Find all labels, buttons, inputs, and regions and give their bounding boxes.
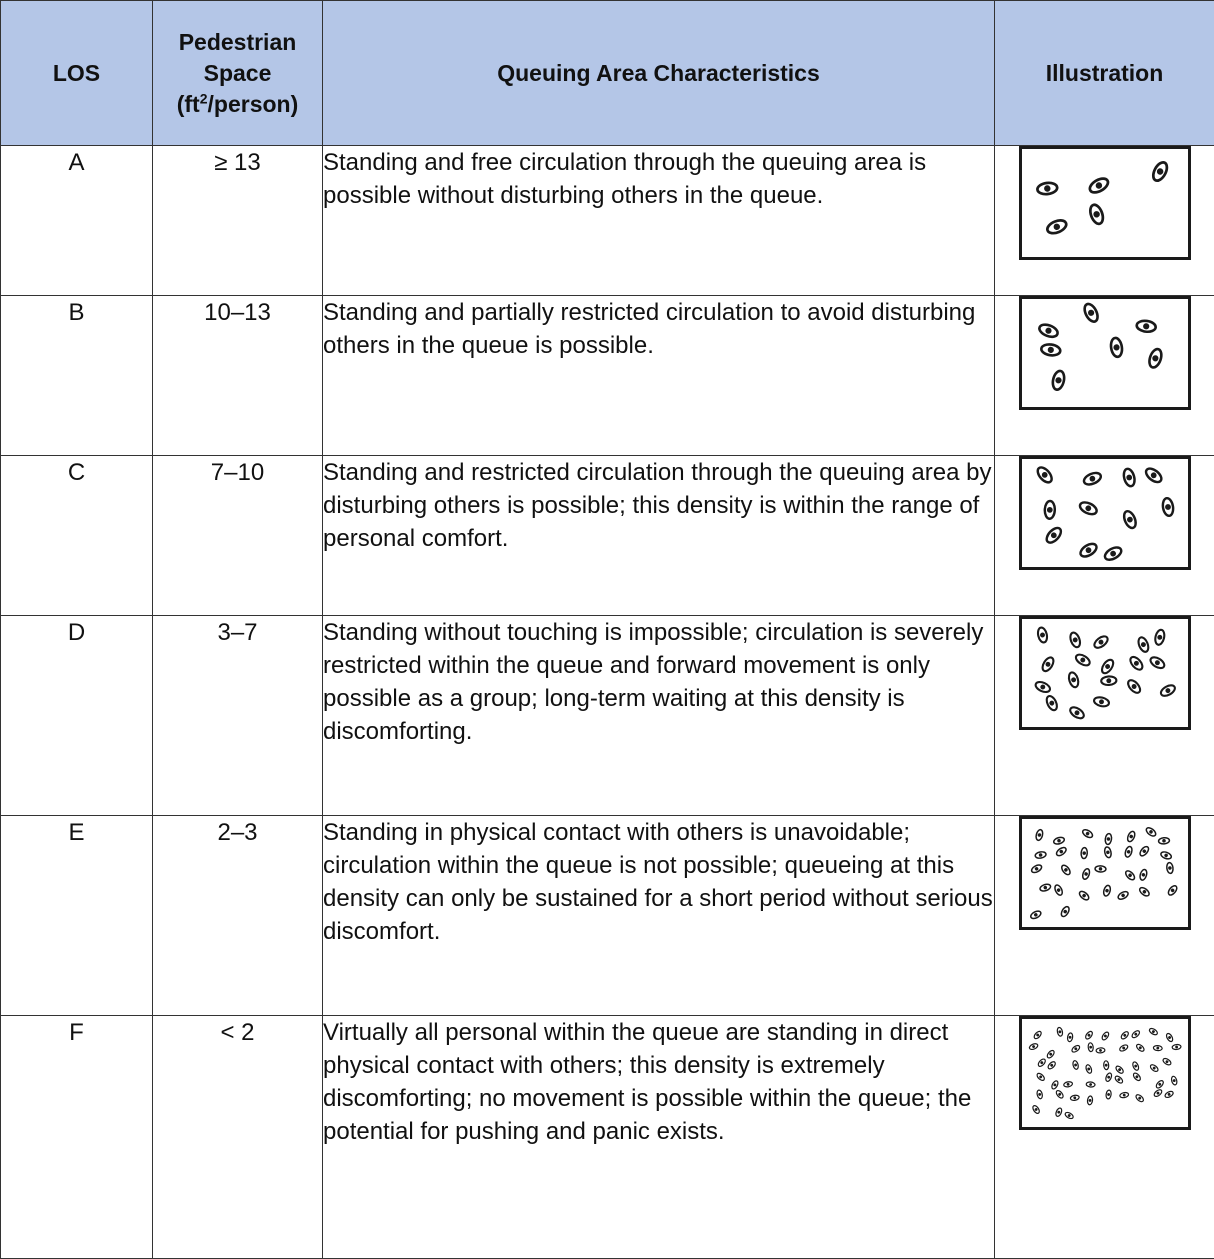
pedestrian-figure (1031, 1104, 1040, 1114)
pedestrian-figure (1153, 629, 1165, 646)
pedestrian-figure (1078, 541, 1098, 559)
pedestrian-figure (1116, 890, 1128, 901)
pedestrian-figure (1126, 830, 1136, 842)
illustration-cell (995, 616, 1214, 816)
pedestrian-figure (1060, 864, 1072, 876)
pedestrian-figure (1165, 1032, 1174, 1042)
pedestrian-figure (1131, 1061, 1139, 1071)
queue-density-svg (1022, 299, 1188, 407)
pedestrian-figure (1143, 466, 1163, 485)
pedestrian-figure (1035, 829, 1044, 841)
pedestrian-figure (1035, 1072, 1045, 1082)
pedestrian-figure (1149, 1063, 1159, 1072)
pedestrian-figure (1045, 1049, 1054, 1059)
pedestrian-figure (1132, 1072, 1142, 1082)
pedestrian-figure (1148, 655, 1165, 670)
pedestrian-figure (1039, 883, 1051, 892)
pedestrian-figure (1119, 1092, 1129, 1099)
pedestrian-figure (1036, 1090, 1043, 1100)
pedestrian-figure (1056, 1027, 1063, 1037)
pedestrian-figure (1081, 868, 1090, 880)
pedestrian-figure (1036, 182, 1057, 195)
pedestrian-figure (1102, 545, 1122, 562)
pedestrian-figure (1105, 1090, 1111, 1099)
queue-density-illustration-icon (1019, 146, 1191, 260)
pedestrian-figure (1055, 846, 1067, 857)
pedestrian-figure (1153, 1088, 1163, 1097)
pedestrian-figure (1118, 1044, 1128, 1053)
pedestrian-figure (1029, 910, 1041, 920)
table-row (1, 456, 1214, 616)
pedestrian-figure (1030, 863, 1042, 874)
pedestrian-figure (1159, 683, 1176, 698)
queue-density-svg (1022, 459, 1188, 567)
pedestrian-figure (1161, 497, 1174, 516)
pedestrian-figure (1068, 631, 1081, 648)
pedestrian-figure (1084, 1064, 1092, 1074)
pedestrian-figure (1138, 869, 1147, 881)
pedestrian-figure (1032, 1030, 1042, 1040)
characteristics-cell: Standing without touching is impossible; circulation is severely restricted within the queue and forward movement is only possible as a group; long-term waiting at this density is discomforting. (323, 616, 995, 816)
pedestrian-figure (1052, 836, 1064, 845)
queue-density-svg (1022, 619, 1188, 727)
pedestrian-figure (1077, 890, 1089, 902)
pedestrian-figure (1136, 320, 1156, 333)
characteristics-cell: Virtually all personal within the queue are standing in direct physical contact with others; this density is extremely discomforting; no movement is possible within the queue; the potential for pushing and panic exists. (323, 1016, 995, 1259)
pedestrian-figure (1082, 471, 1102, 487)
pedestrian-figure (1124, 869, 1136, 881)
pedestrian-figure (1050, 1080, 1059, 1090)
pedestrian-figure (1104, 833, 1112, 845)
los-cell: A (1, 146, 153, 296)
pedestrian-figure (1067, 671, 1080, 688)
pedestrian-figure (1068, 705, 1085, 720)
los-cell: E (1, 816, 153, 1016)
pedestrian-figure (1125, 678, 1142, 695)
illustration-cell (995, 296, 1214, 456)
pedestrian-figure (1161, 1057, 1171, 1066)
pedestrian-figure (1150, 160, 1169, 183)
pedestrian-figure (1040, 343, 1060, 356)
pedestrian-figure (1051, 370, 1066, 391)
pedestrian-figure (1046, 1060, 1056, 1070)
pedestrian-figure (1080, 847, 1087, 858)
queue-density-illustration-icon (1019, 456, 1191, 570)
pedestrian-figure (1128, 655, 1145, 672)
los-cell: B (1, 296, 153, 456)
pedestrian-figure (1138, 886, 1150, 898)
pedestrian-figure (1148, 1027, 1158, 1036)
queue-density-svg (1022, 1019, 1188, 1127)
pedestrian-figure (1124, 846, 1133, 858)
pedestrian-figure (1034, 851, 1046, 859)
pedestrian-figure (1040, 656, 1055, 673)
pedestrian-figure (1155, 1079, 1165, 1089)
pedestrian-figure (1144, 826, 1156, 838)
pedestrian-figure (1087, 176, 1110, 196)
characteristics-cell: Standing and free circulation through the queuing area is possible without disturbing others in the queue. (323, 146, 995, 296)
pedestrian-figure (1159, 851, 1171, 861)
pedestrian-figure (1081, 828, 1093, 839)
table-row (1, 616, 1214, 816)
pedestrian-figure (1158, 837, 1169, 844)
pedestrian-figure (1036, 1058, 1046, 1068)
pedestrian-space-cell: ≥ 13 (153, 146, 323, 296)
table-row (1, 816, 1214, 1016)
illustration-cell (995, 816, 1214, 1016)
header-los: LOS (1, 1, 153, 146)
pedestrian-figure (1054, 1107, 1062, 1117)
characteristics-cell: Standing and restricted circulation through the queuing area by disturbing others is possible; this density is within the range of personal comfort. (323, 456, 995, 616)
pedestrian-figure (1121, 509, 1137, 529)
table-row (1, 1016, 1214, 1259)
pedestrian-figure (1103, 1061, 1109, 1070)
pedestrian-figure (1054, 1089, 1063, 1099)
pedestrian-figure (1070, 1044, 1080, 1053)
pedestrian-figure (1122, 468, 1136, 488)
pedestrian-figure (1095, 1048, 1104, 1054)
pedestrian-figure (1153, 1045, 1162, 1051)
pedestrian-figure (1113, 1075, 1123, 1085)
pedestrian-figure (1087, 1096, 1093, 1105)
illustration-cell (995, 456, 1214, 616)
queue-density-illustration-icon (1019, 616, 1191, 730)
pedestrian-space-cell: 2–3 (153, 816, 323, 1016)
pedestrian-figure (1135, 1043, 1145, 1053)
pedestrian-space-cell: 3–7 (153, 616, 323, 816)
pedestrian-figure (1070, 1095, 1080, 1101)
pedestrian-figure (1087, 1043, 1093, 1052)
header-queuing-area-characteristics: Queuing Area Characteristics (323, 1, 995, 146)
pedestrian-figure (1044, 525, 1063, 545)
pedestrian-figure (1035, 465, 1054, 485)
pedestrian-space-cell: 7–10 (153, 456, 323, 616)
pedestrian-figure (1171, 1044, 1180, 1050)
pedestrian-figure (1082, 302, 1100, 324)
pedestrian-figure (1037, 322, 1059, 339)
pedestrian-figure (1064, 1111, 1074, 1120)
pedestrian-figure (1136, 636, 1150, 653)
header-pedestrian-space: Pedestrian Space $(ft^2/person)$ (153, 1, 323, 146)
pedestrian-figure (1130, 1029, 1140, 1039)
pedestrian-figure (1074, 652, 1091, 667)
pedestrian-figure (1100, 1031, 1109, 1041)
queue-density-svg (1022, 149, 1188, 257)
pedestrian-figure (1164, 1090, 1174, 1099)
queue-density-svg (1022, 819, 1188, 927)
pedestrian-figure (1134, 1093, 1144, 1103)
table-row (1, 296, 1214, 456)
pedestrian-space-cell: < 2 (153, 1016, 323, 1259)
pedestrian-figure (1138, 845, 1150, 857)
pedestrian-figure (1170, 1076, 1177, 1086)
pedestrian-figure (1114, 1065, 1124, 1075)
pedestrian-figure (1100, 676, 1116, 686)
characteristics-cell: Standing in physical contact with others is unavoidable; circulation within the queue is not possible; queueing at this density can only be sustained for a short period without serious discomfort. (323, 816, 995, 1016)
pedestrian-figure (1036, 627, 1048, 644)
pedestrian-figure (1072, 1060, 1079, 1070)
pedestrian-figure (1103, 846, 1111, 858)
pedestrian-figure (1093, 696, 1110, 708)
pedestrian-figure (1102, 885, 1111, 897)
characteristics-cell: Standing and partially restricted circulation to avoid disturbing others in the queue is possible. (323, 296, 995, 456)
header-illustration: Illustration (995, 1, 1214, 146)
pedestrian-figure (1099, 658, 1115, 675)
queue-density-illustration-icon (1019, 296, 1191, 410)
pedestrian-figure (1053, 884, 1063, 896)
pedestrian-figure (1084, 1030, 1093, 1040)
pedestrian-figure (1119, 1030, 1129, 1040)
pedestrian-figure (1087, 203, 1104, 225)
los-cell: F (1, 1016, 153, 1259)
los-cell: D (1, 616, 153, 816)
pedestrian-figure (1085, 1082, 1094, 1088)
pedestrian-figure (1045, 218, 1068, 236)
pedestrian-figure (1109, 337, 1123, 357)
pedestrian-figure (1092, 634, 1109, 650)
pedestrian-figure (1078, 500, 1098, 517)
pedestrian-figure (1094, 866, 1105, 873)
pedestrian-figure (1147, 348, 1163, 369)
pedestrian-space-cell: 10–13 (153, 296, 323, 456)
pedestrian-figure (1166, 862, 1173, 874)
pedestrian-figure (1166, 884, 1178, 896)
header-row (1, 1, 1214, 146)
pedestrian-figure (1066, 1033, 1072, 1043)
queue-density-illustration-icon (1019, 1016, 1191, 1130)
pedestrian-figure (1044, 694, 1058, 711)
table-row (1, 146, 1214, 296)
pedestrian-figure (1044, 501, 1055, 519)
pedestrian-figure (1059, 905, 1070, 917)
pedestrian-figure (1034, 680, 1051, 694)
pedestrian-figure (1028, 1043, 1038, 1051)
illustration-cell (995, 1016, 1214, 1259)
pedestrian-figure (1063, 1081, 1073, 1088)
los-cell: C (1, 456, 153, 616)
queue-density-illustration-icon (1019, 816, 1191, 930)
pedestrian-figure (1104, 1072, 1112, 1082)
illustration-cell (995, 146, 1214, 296)
